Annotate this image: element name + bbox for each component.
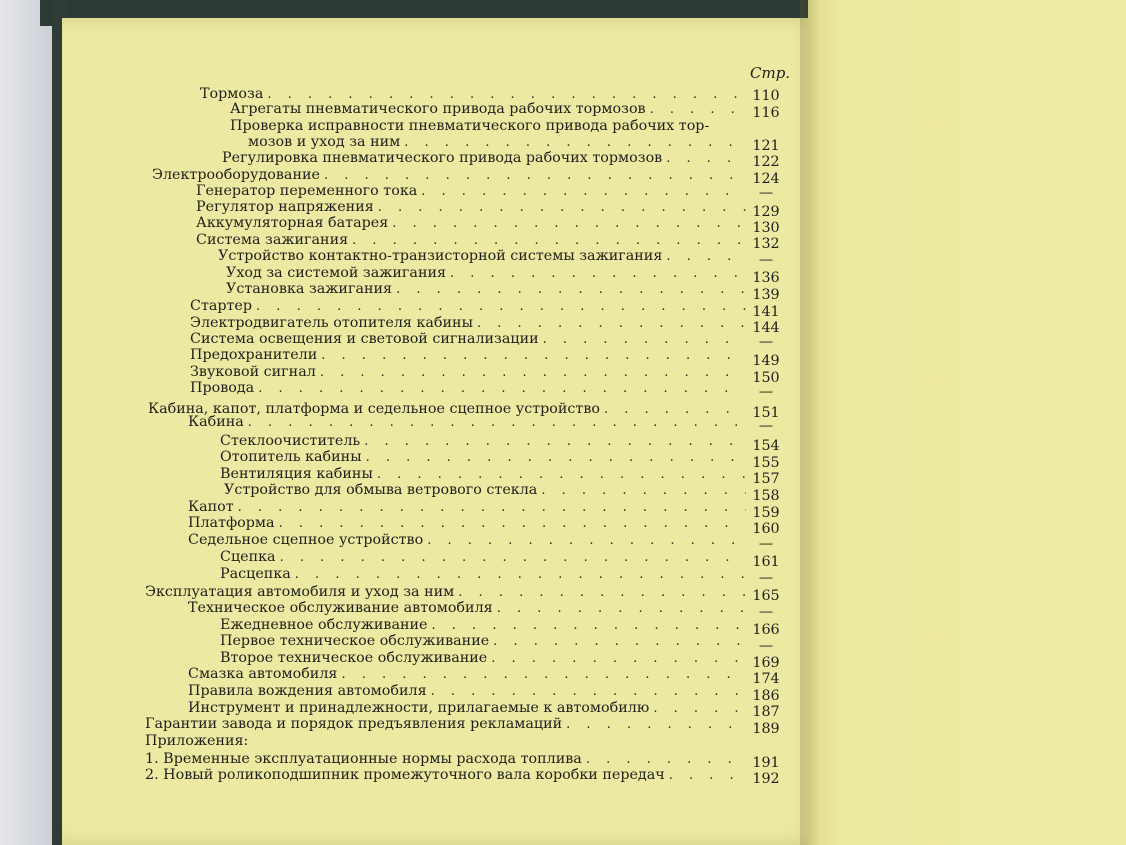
toc-entry [220, 433, 746, 450]
toc-entry-page: 139 [752, 287, 780, 303]
toc-entry [152, 167, 746, 184]
leader-dots [458, 584, 746, 601]
toc-entry-title: Установка зажигания [226, 281, 393, 297]
toc-entry-page: 132 [752, 236, 780, 252]
leader-dots [666, 248, 746, 265]
leader-dots [295, 566, 746, 583]
toc-entry-title: Седельное сцепное устройство [188, 532, 424, 548]
toc-entry [226, 281, 746, 298]
toc-entry-title: Правила вождения автомобиля [188, 683, 427, 699]
leader-dots [497, 600, 746, 617]
toc-entry-title: 2. Новый роликоподшипник промежуточного вала коробки передач [145, 767, 665, 783]
toc-entry-title: Смазка автомобиля [188, 666, 338, 682]
toc-entry-page: 154 [752, 438, 780, 454]
toc-entry-title: Тормоза [200, 86, 264, 102]
toc-entry-title: Провода [190, 380, 255, 396]
leader-dots [366, 449, 746, 466]
toc-entry [226, 265, 746, 282]
leader-dots [404, 134, 746, 151]
toc-entry-title: 1. Временные эксплуатационные нормы расхода топлива [145, 751, 582, 767]
toc-entry-title: Генератор переменного тока [196, 183, 418, 199]
toc-entry-title: Агрегаты пневматического привода рабочих тормозов [230, 101, 646, 117]
toc-entry-title: Техническое обслуживание автомобиля [188, 600, 493, 616]
toc-entry-title: Регулировка пневматического привода рабочих тормозов [222, 150, 663, 166]
toc-entry [188, 532, 746, 549]
toc-entry-page: — [758, 638, 774, 654]
toc-entry-page: 122 [752, 154, 780, 170]
toc-entry-page: 151 [752, 405, 780, 421]
toc-entry-title: Проверка исправности пневматического привода рабочих тор- [230, 118, 710, 134]
leader-dots [280, 549, 746, 566]
toc-entry-title: Первое техническое обслуживание [220, 633, 490, 649]
toc-entry-page: 159 [752, 505, 780, 521]
toc-entry [220, 466, 746, 483]
leader-dots [450, 265, 746, 282]
toc-entry-page: 186 [752, 688, 780, 704]
toc-entry-page: 144 [752, 320, 780, 336]
leader-dots [396, 281, 746, 298]
toc-entry-page: — [758, 604, 774, 620]
toc-entry [190, 298, 746, 315]
toc-entry [218, 248, 746, 265]
toc-entry-title: Платформа [188, 515, 275, 531]
toc-entry-title: Кабина, капот, платформа и седельное сцепное устройство [148, 401, 600, 417]
leader-dots [431, 683, 746, 700]
toc-entry-page: 136 [752, 270, 780, 286]
leader-dots [364, 433, 746, 450]
leader-dots [541, 482, 746, 499]
toc-entry [145, 733, 746, 750]
toc-entry [220, 566, 746, 583]
toc-entry-page: — [758, 185, 774, 201]
page-column-label: Стр. [750, 64, 791, 82]
leader-dots [493, 633, 746, 650]
toc-entry-title: Второе техническое обслуживание [220, 650, 488, 666]
toc-entry-title: мозов и уход за ним [248, 134, 401, 150]
toc-entry-title: Устройство для обмыва ветрового стекла [224, 482, 538, 498]
toc-entry-title: Ежедневное обслуживание [220, 617, 428, 633]
toc-entry-page: — [758, 418, 774, 434]
toc-entry-title: Стеклоочиститель [220, 433, 361, 449]
toc-entry [145, 767, 746, 784]
leader-dots [421, 183, 746, 200]
toc-entry [222, 150, 746, 167]
leader-dots [321, 347, 746, 364]
toc-entry [190, 364, 746, 381]
toc-entry [190, 347, 746, 364]
toc-entry-page: — [758, 536, 774, 552]
toc-entry-page: 158 [752, 488, 780, 504]
toc-entry-page: 149 [752, 353, 780, 369]
toc-entry-page: — [758, 252, 774, 268]
toc-entry [196, 199, 746, 216]
toc-entry [220, 650, 746, 667]
toc-entry-page: 121 [752, 138, 780, 154]
toc-entry [220, 549, 746, 566]
toc-entry-page: 130 [752, 220, 780, 236]
toc-entry-page: 191 [752, 755, 780, 771]
toc-entry-title: Уход за системой зажигания [226, 265, 447, 281]
leader-dots [653, 700, 746, 717]
toc-entry-title: Кабина [188, 414, 244, 430]
toc-entry [190, 315, 746, 332]
toc-entry-title: Расцепка [220, 566, 291, 582]
toc-entry-title: Приложения: [145, 733, 249, 749]
right-page [808, 0, 1126, 845]
leader-dots [669, 767, 746, 784]
leader-dots [477, 315, 746, 332]
leader-dots [392, 215, 746, 232]
toc-entry [188, 683, 746, 700]
toc-entry [224, 482, 746, 499]
leader-dots [324, 167, 746, 184]
toc-entry-title: Электродвигатель отопителя кабины [190, 315, 473, 331]
toc-entry [188, 700, 746, 717]
toc-entry-page: 165 [752, 588, 780, 604]
toc-entry-page: 192 [752, 771, 780, 787]
toc-entry [196, 183, 746, 200]
toc-entry-title: Система зажигания [196, 232, 349, 248]
toc-entry-page: 157 [752, 471, 780, 487]
leader-dots [377, 466, 746, 483]
leader-dots [256, 298, 746, 315]
toc-entry-page: 161 [752, 554, 780, 570]
toc-entry-title: Предохранители [190, 347, 318, 363]
toc-entry [188, 600, 746, 617]
toc-entry-title: Вентиляция кабины [220, 466, 373, 482]
toc-entry [188, 666, 746, 683]
toc-entry-title: Эксплуатация автомобиля и уход за ним [145, 584, 455, 600]
leader-dots [352, 232, 746, 249]
toc-entry-title: Электрооборудование [152, 167, 320, 183]
toc-entry-title: Аккумуляторная батарея [196, 215, 389, 231]
toc-entry-page: 110 [752, 88, 780, 104]
leader-dots [320, 364, 746, 381]
toc-entry-title: Гарантии завода и порядок предъявления рекламаций [145, 716, 563, 732]
leader-dots [650, 101, 746, 118]
toc-entry [220, 633, 746, 650]
toc-entry [145, 716, 746, 733]
toc-entry [220, 449, 746, 466]
toc-entry [196, 232, 746, 249]
leader-dots [341, 666, 746, 683]
toc-entry [196, 215, 746, 232]
toc-entry-title: Сцепка [220, 549, 276, 565]
leader-dots [279, 515, 746, 532]
toc-entry-title: Инструмент и принадлежности, прилагаемые к автомобилю [188, 700, 650, 716]
toc-entry-page: 160 [752, 521, 780, 537]
leader-dots [491, 650, 746, 667]
leader-dots [238, 499, 746, 516]
toc-entry [230, 118, 746, 135]
leader-dots [666, 150, 746, 167]
toc-entry [220, 617, 746, 634]
toc-entry-page: 116 [752, 105, 780, 121]
toc-entry-page: 166 [752, 622, 780, 638]
leader-dots [248, 414, 746, 431]
toc-entry-page: — [758, 384, 774, 400]
leader-dots [566, 716, 746, 733]
leader-dots [432, 617, 746, 634]
toc-entry-title: Отопитель кабины [220, 449, 362, 465]
leader-dots [427, 532, 746, 549]
toc-entry-title: Регулятор напряжения [196, 199, 374, 215]
toc-entry-title: Система освещения и световой сигнализации [190, 331, 539, 347]
toc-entry [188, 499, 746, 516]
toc-entry-page: — [758, 334, 774, 350]
leader-dots [543, 331, 746, 348]
toc-entry-page: 150 [752, 370, 780, 386]
toc-entry-page: 187 [752, 704, 780, 720]
toc-entry-page: 155 [752, 455, 780, 471]
toc-entry-title: Устройство контактно-транзисторной системы зажигания [218, 248, 663, 264]
toc-entry [230, 101, 746, 118]
leader-dots [378, 199, 746, 216]
leader-dots [258, 380, 746, 397]
toc-entry-page: 129 [752, 204, 780, 220]
toc-entry-title: Стартер [190, 298, 253, 314]
leader-dots [586, 751, 746, 768]
toc-entry-title: Капот [188, 499, 234, 515]
toc-entry [248, 134, 746, 151]
toc-entry [188, 414, 746, 431]
toc-entry-page: 189 [752, 721, 780, 737]
toc-entry-page: 174 [752, 671, 780, 687]
toc-entry-page: — [758, 570, 774, 586]
toc-entry [145, 751, 746, 768]
toc-entry [190, 331, 746, 348]
toc-entry-page: 169 [752, 655, 780, 671]
toc-entry [145, 584, 746, 601]
toc-entry-title: Звуковой сигнал [190, 364, 316, 380]
toc-entry-page: 141 [752, 304, 780, 320]
toc-entry [188, 515, 746, 532]
toc-entry [190, 380, 746, 397]
toc-entry-page: 124 [752, 171, 780, 187]
